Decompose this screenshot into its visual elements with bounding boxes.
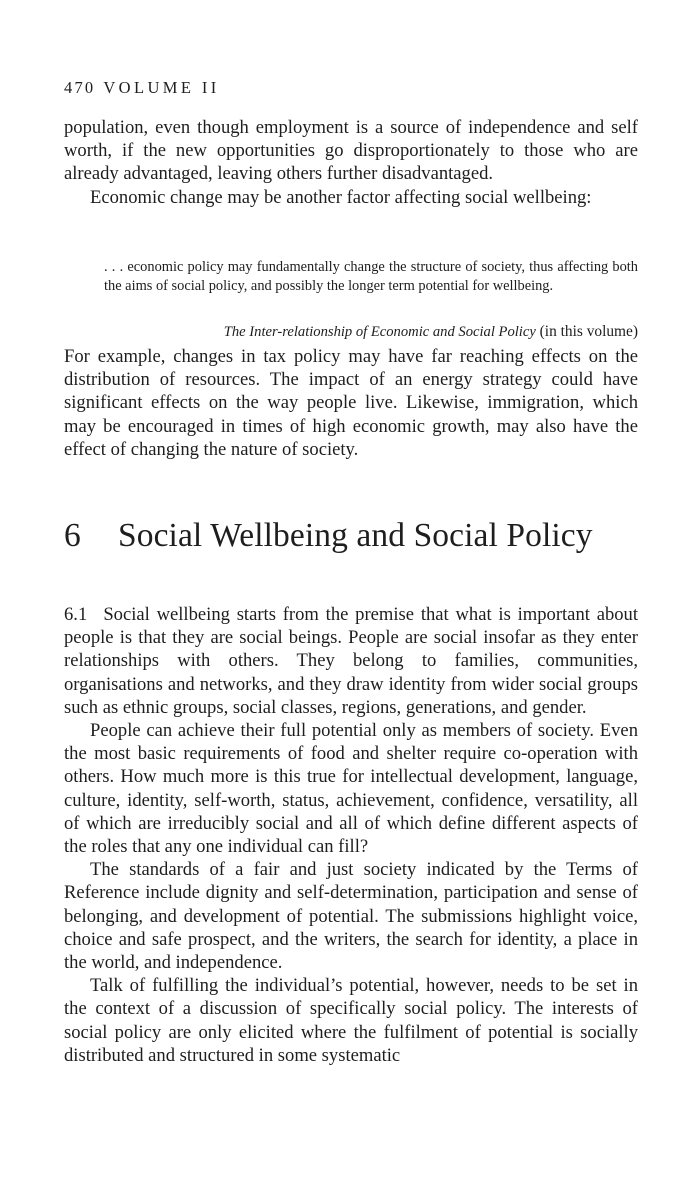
paragraph: 6.1 Social wellbeing starts from the premise that what is important about people is that they are social beings. People are social insofar as they enter relationships with others. They belong to families, communities, organisations and networks, and they draw identity from wider social groups such as ethnic groups, social classes, regions, generations, and gender. [64, 604, 638, 718]
section-number: 6 [64, 517, 81, 554]
body-text-after-quote [64, 345, 638, 461]
document-page [64, 0, 638, 1181]
citation-title: The Inter-relationship of Economic and Social Policy [223, 324, 536, 340]
quote-text: . . . economic policy may fundamentally change the structure of society, thus affecting both the aims of social policy, and possibly the longer term potential for wellbeing. [104, 259, 638, 295]
block-quote [104, 258, 638, 296]
citation-suffix: (in this volume) [539, 323, 638, 340]
page-number: 470 [64, 78, 96, 97]
quote-citation [224, 322, 638, 342]
paragraph: population, even though employment is a source of independence and self worth, if the new opportunities go disproportionately to those who are already advantaged, leaving others further disadvantaged. [64, 117, 638, 185]
paragraph: For example, changes in tax policy may have far reaching effects on the distribution of resources. The impact of an energy strategy could have significant effects on the way people live. Likewise, immigration, which may be encouraged in times of high economic growth, may also have the effect of changing the nature of society. [64, 346, 638, 460]
paragraph: Economic change may be another factor affecting social wellbeing: [90, 186, 592, 208]
volume-label: VOLUME II [103, 78, 220, 97]
body-text-top [64, 116, 638, 209]
section-heading [64, 514, 593, 558]
section-body [64, 603, 638, 1067]
paragraph: People can achieve their full potential only as members of society. Even the most basic requirements of food and shelter require co-operation with others. How much more is this true for intellectual development, language, culture, identity, self-worth, status, achievement, confidence, versatility, all of which are irreducibly social and all of which define different aspects of the roles that any one individual can fill? [64, 720, 638, 858]
paragraph: The standards of a fair and just society indicated by the Terms of Reference include dignity and self-determination, participation and sense of belonging, and development of potential. The submissions highlight voice, choice and safe prospect, and the writers, the search for identity, a place in the world, and independence. [64, 859, 638, 974]
paragraph: Talk of fulfilling the individual’s potential, however, needs to be set in the context of a discussion of specifically social policy. The interests of social policy are only elicited where the fulfilment of potential is socially distributed and structured in some systematic [64, 975, 638, 1066]
running-head [64, 78, 220, 98]
section-title: Social Wellbeing and Social Policy [118, 517, 593, 554]
